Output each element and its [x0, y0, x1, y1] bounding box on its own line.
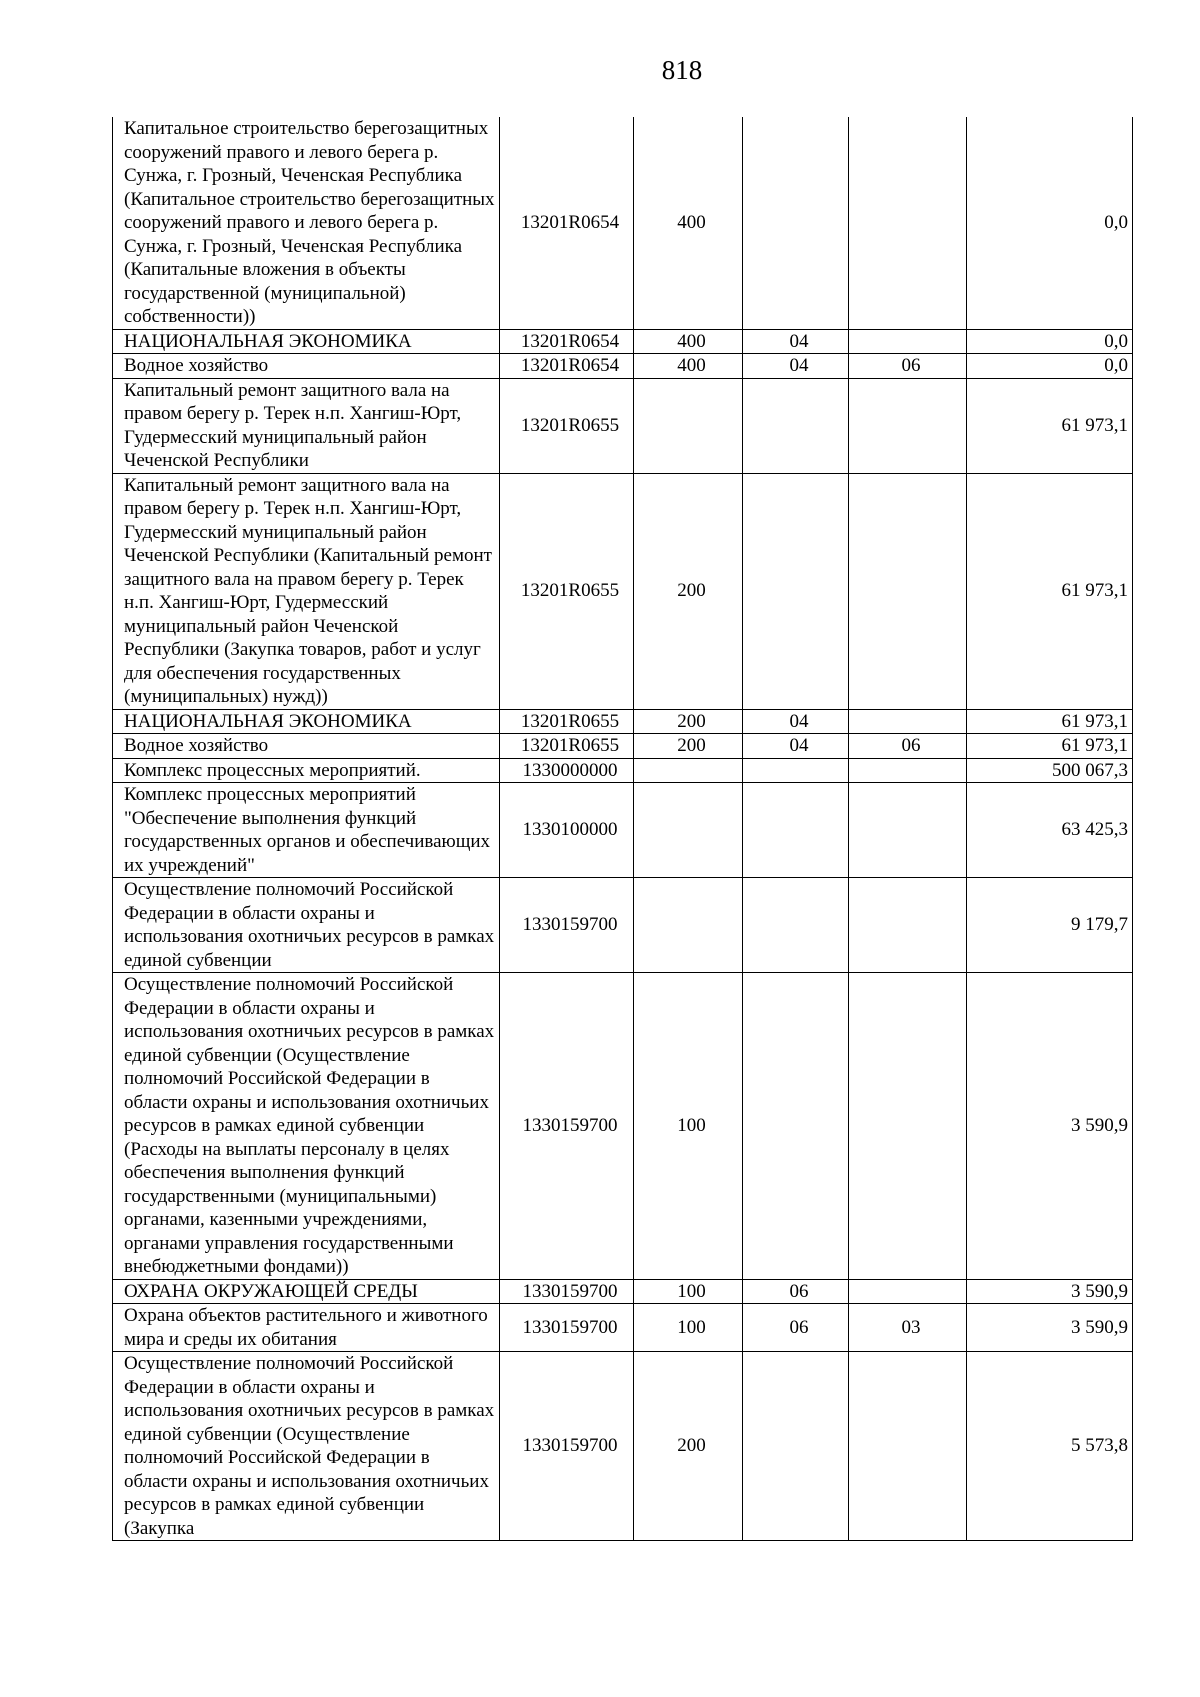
row-name-cell: Водное хозяйство: [113, 734, 500, 759]
subsection-cell: [849, 473, 967, 709]
section-cell: 06: [743, 1304, 849, 1352]
row-name-cell: ОХРАНА ОКРУЖАЮЩЕЙ СРЕДЫ: [113, 1279, 500, 1304]
section-cell: 04: [743, 354, 849, 379]
section-cell: 04: [743, 329, 849, 354]
target-code-cell: 1330159700: [500, 1304, 634, 1352]
expense-type-cell: 200: [634, 473, 743, 709]
target-code-cell: 1330100000: [500, 783, 634, 878]
budget-table-body: [113, 117, 1133, 1541]
amount-cell: 61 973,1: [967, 709, 1133, 734]
table-row: [113, 329, 1133, 354]
subsection-cell: [849, 378, 967, 473]
row-name-cell: Осуществление полномочий Российской Федерации в области охраны и использования охотничьих ресурсов в рамках единой субвенции (Осуществление полномочий Российской Федерации в области охраны и использования охотничьих ресурсов в рамках единой субвенции (Расходы на выплаты персоналу в целях обеспечения выполнения функций государственными (муниципальными) органами, казенными учреждениями, органами управления государственными внебюджетными фондами)): [113, 973, 500, 1280]
amount-cell: 61 973,1: [967, 378, 1133, 473]
table-row: [113, 1279, 1133, 1304]
expense-type-cell: 400: [634, 117, 743, 329]
target-code-cell: 13201R0655: [500, 378, 634, 473]
target-code-cell: 1330000000: [500, 758, 634, 783]
section-cell: [743, 473, 849, 709]
table-row: [113, 473, 1133, 709]
target-code-cell: 1330159700: [500, 1352, 634, 1541]
expense-type-cell: 100: [634, 973, 743, 1280]
subsection-cell: [849, 973, 967, 1280]
target-code-cell: 1330159700: [500, 1279, 634, 1304]
subsection-cell: [849, 783, 967, 878]
table-row: [113, 973, 1133, 1280]
table-row: [113, 1304, 1133, 1352]
row-name-cell: Охрана объектов растительного и животного мира и среды их обитания: [113, 1304, 500, 1352]
amount-cell: 61 973,1: [967, 473, 1133, 709]
table-row: [113, 783, 1133, 878]
section-cell: 06: [743, 1279, 849, 1304]
section-cell: 04: [743, 709, 849, 734]
section-cell: [743, 117, 849, 329]
target-code-cell: 1330159700: [500, 878, 634, 973]
table-row: [113, 1352, 1133, 1541]
subsection-cell: [849, 117, 967, 329]
section-cell: [743, 973, 849, 1280]
row-name-cell: НАЦИОНАЛЬНАЯ ЭКОНОМИКА: [113, 329, 500, 354]
subsection-cell: [849, 1279, 967, 1304]
row-name-cell: Осуществление полномочий Российской Федерации в области охраны и использования охотничьих ресурсов в рамках единой субвенции: [113, 878, 500, 973]
subsection-cell: [849, 709, 967, 734]
subsection-cell: 06: [849, 734, 967, 759]
subsection-cell: [849, 878, 967, 973]
expense-type-cell: 200: [634, 734, 743, 759]
expense-type-cell: [634, 758, 743, 783]
expense-type-cell: 200: [634, 709, 743, 734]
table-row: [113, 354, 1133, 379]
subsection-cell: 03: [849, 1304, 967, 1352]
row-name-cell: Водное хозяйство: [113, 354, 500, 379]
amount-cell: 3 590,9: [967, 973, 1133, 1280]
expense-type-cell: [634, 378, 743, 473]
amount-cell: 500 067,3: [967, 758, 1133, 783]
table-row: [113, 117, 1133, 329]
row-name-cell: Осуществление полномочий Российской Федерации в области охраны и использования охотничьих ресурсов в рамках единой субвенции (Осуществление полномочий Российской Федерации в области охраны и использования охотничьих ресурсов в рамках единой субвенции (Закупка: [113, 1352, 500, 1541]
target-code-cell: 13201R0655: [500, 734, 634, 759]
row-name-cell: Капитальный ремонт защитного вала на правом берегу р. Терек н.п. Хангиш-Юрт, Гудермесский муниципальный район Чеченской Республики (Капитальный ремонт защитного вала на правом берегу р. Терек н.п. Хангиш-Юрт, Гудермесский муниципальный район Чеченской Республики (Закупка товаров, работ и услуг для обеспечения государственных (муниципальных) нужд)): [113, 473, 500, 709]
amount-cell: 3 590,9: [967, 1279, 1133, 1304]
table-row: [113, 878, 1133, 973]
table-row: [113, 709, 1133, 734]
row-name-cell: Комплекс процессных мероприятий.: [113, 758, 500, 783]
subsection-cell: [849, 329, 967, 354]
row-name-cell: Капитальный ремонт защитного вала на правом берегу р. Терек н.п. Хангиш-Юрт, Гудермесский муниципальный район Чеченской Республики: [113, 378, 500, 473]
target-code-cell: 13201R0655: [500, 709, 634, 734]
target-code-cell: 13201R0655: [500, 473, 634, 709]
amount-cell: 61 973,1: [967, 734, 1133, 759]
amount-cell: 0,0: [967, 117, 1133, 329]
page-number: 818: [661, 55, 703, 85]
target-code-cell: 13201R0654: [500, 354, 634, 379]
expense-type-cell: 100: [634, 1304, 743, 1352]
amount-cell: 9 179,7: [967, 878, 1133, 973]
target-code-cell: 1330159700: [500, 973, 634, 1280]
section-cell: [743, 1352, 849, 1541]
section-cell: [743, 878, 849, 973]
amount-cell: 5 573,8: [967, 1352, 1133, 1541]
subsection-cell: 06: [849, 354, 967, 379]
amount-cell: 3 590,9: [967, 1304, 1133, 1352]
table-row: [113, 378, 1133, 473]
section-cell: [743, 783, 849, 878]
section-cell: 04: [743, 734, 849, 759]
expense-type-cell: [634, 783, 743, 878]
row-name-cell: Комплекс процессных мероприятий "Обеспечение выполнения функций государственных органов и обеспечивающих их учреждений": [113, 783, 500, 878]
section-cell: [743, 758, 849, 783]
amount-cell: 63 425,3: [967, 783, 1133, 878]
subsection-cell: [849, 1352, 967, 1541]
table-row: [113, 758, 1133, 783]
subsection-cell: [849, 758, 967, 783]
expense-type-cell: 200: [634, 1352, 743, 1541]
expense-type-cell: [634, 878, 743, 973]
target-code-cell: 13201R0654: [500, 117, 634, 329]
row-name-cell: НАЦИОНАЛЬНАЯ ЭКОНОМИКА: [113, 709, 500, 734]
expense-type-cell: 100: [634, 1279, 743, 1304]
amount-cell: 0,0: [967, 354, 1133, 379]
target-code-cell: 13201R0654: [500, 329, 634, 354]
expense-type-cell: 400: [634, 354, 743, 379]
expense-type-cell: 400: [634, 329, 743, 354]
amount-cell: 0,0: [967, 329, 1133, 354]
section-cell: [743, 378, 849, 473]
budget-table: [112, 117, 1133, 1541]
row-name-cell: Капитальное строительство берегозащитных сооружений правого и левого берега р. Сунжа, г. Грозный, Чеченская Республика (Капитальное строительство берегозащитных сооружений правого и левого берега р. Сунжа, г. Грозный, Чеченская Республика (Капитальные вложения в объекты государственной (муниципальной) собственности)): [113, 117, 500, 329]
table-row: [113, 734, 1133, 759]
